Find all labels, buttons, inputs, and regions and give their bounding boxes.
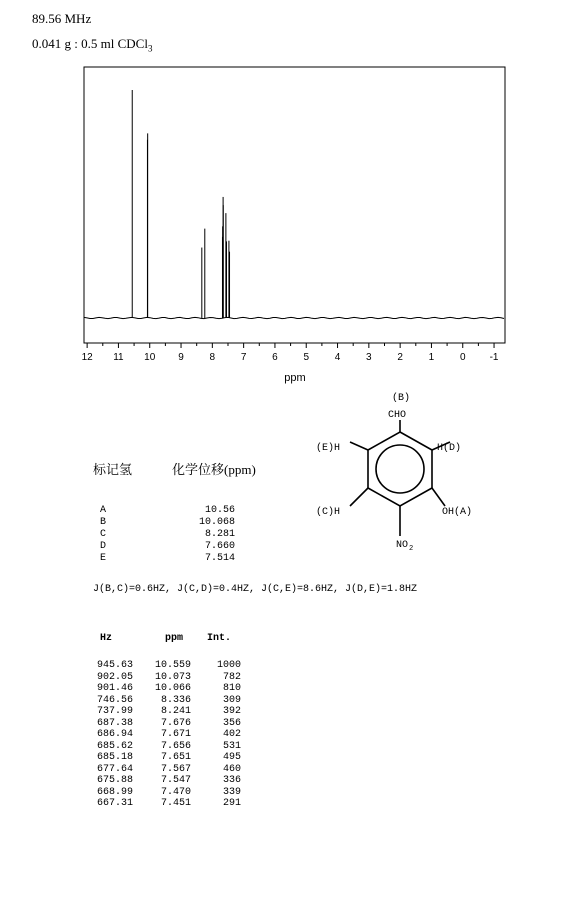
nmr-spectrum (0, 0, 570, 380)
x-tick-label: 3 (366, 352, 372, 363)
shift-row (100, 517, 235, 529)
peak-row (93, 706, 241, 718)
peak-row (93, 660, 241, 672)
bond-c (350, 488, 368, 506)
shift-row (100, 505, 235, 517)
peak-intensity: 339 (222, 786, 241, 798)
aromatic-circle (376, 445, 424, 493)
spectrum-peaks (132, 90, 229, 318)
x-tick-label: 11 (113, 352, 124, 363)
benzene-ring (368, 432, 432, 506)
x-tick-label: 10 (144, 352, 156, 363)
peak-hz: 677.64 (96, 763, 133, 775)
peak-ppm: 10.066 (154, 683, 191, 694)
peak-ppm: 10.073 (154, 671, 191, 683)
header-shift: 化学位移(ppm) (172, 462, 256, 477)
shift-row (100, 541, 235, 553)
x-tick-label: -1 (489, 352, 499, 363)
peak-hz: 685.18 (96, 752, 133, 763)
peak-header-hz: Hz (100, 633, 113, 644)
x-tick-label: 0 (459, 352, 466, 363)
shift-row (100, 529, 235, 541)
peak-hz: 686.94 (96, 729, 133, 740)
peak-hz: 668.99 (96, 786, 133, 798)
shift-value: 10.068 (198, 517, 235, 528)
x-tick-label: 8 (209, 352, 216, 363)
peak-hz: 901.46 (96, 683, 133, 694)
x-axis-label: ppm (284, 372, 306, 384)
bond-e (350, 442, 368, 450)
peak-intensity: 356 (222, 717, 241, 729)
peak-ppm: 7.651 (160, 752, 191, 763)
peak-ppm: 7.656 (160, 740, 191, 752)
shift-label: D (100, 541, 107, 552)
peak-row (93, 683, 241, 695)
peak-row (93, 775, 241, 787)
header-label: 标记氢 (93, 462, 133, 477)
peak-row (93, 787, 241, 799)
peak-intensity: 291 (222, 798, 241, 809)
peak-row (93, 764, 241, 776)
peak-intensity: 309 (222, 694, 241, 706)
peak-row (93, 729, 241, 741)
peak-hz: 737.99 (96, 706, 133, 717)
coupling-constants: J(B,C)=0.6HZ, J(C,D)=0.4HZ, J(C,E)=8.6HZ, J(D,E)=1.8HZ (93, 584, 418, 595)
peak-ppm: 7.451 (160, 798, 191, 809)
peak-header-ppm: ppm (164, 633, 183, 644)
shift-row (100, 553, 235, 565)
peak-row (93, 741, 241, 753)
peak-table (93, 660, 241, 810)
shift-value: 7.660 (204, 541, 235, 552)
peak-row (93, 798, 241, 810)
peak-intensity: 495 (222, 752, 241, 763)
shift-label: C (100, 529, 107, 540)
peak-table-header (93, 633, 231, 644)
shift-label: E (100, 553, 107, 564)
shift-value: 10.56 (204, 505, 235, 516)
peak-row (93, 718, 241, 730)
peak-hz: 667.31 (96, 798, 133, 809)
label-b: (B) (392, 393, 411, 404)
x-tick-label: 7 (240, 352, 247, 363)
shift-value: 8.281 (204, 529, 235, 540)
peak-row (93, 752, 241, 764)
peak-row (93, 695, 241, 707)
bond-oh (432, 488, 445, 506)
x-tick-label: 4 (334, 352, 341, 363)
peak-hz: 746.56 (96, 694, 133, 706)
x-tick-label: 6 (272, 352, 278, 363)
peak-intensity: 1000 (216, 660, 241, 671)
label-no2-sub: 2 (409, 545, 414, 553)
peak-hz: 685.62 (96, 740, 133, 752)
peak-hz: 945.63 (96, 660, 133, 671)
sample-text: 0.041 g : 0.5 ml CDCl (32, 36, 148, 51)
shift-label: A (100, 505, 107, 516)
peak-ppm: 8.336 (160, 694, 191, 706)
shift-value: 7.514 (204, 553, 235, 564)
peak-intensity: 810 (222, 683, 241, 694)
peak-header-int: Int. (206, 633, 231, 644)
spectrometer-frequency: 89.56 MHz (32, 11, 92, 26)
peak-ppm: 10.559 (154, 660, 191, 671)
peak-intensity: 460 (222, 763, 241, 775)
peak-hz: 675.88 (96, 775, 133, 786)
sample-subscript: 3 (147, 43, 153, 54)
shift-table (100, 505, 235, 565)
x-tick-label: 5 (303, 352, 310, 363)
peak-intensity: 402 (222, 729, 241, 740)
label-e-h: (E)H (316, 443, 341, 454)
x-tick-label: 2 (397, 352, 403, 363)
label-c-h: (C)H (316, 507, 341, 518)
label-oh-a: OH(A) (442, 507, 473, 518)
x-tick-label: 12 (81, 352, 93, 363)
peak-ppm: 8.241 (160, 706, 191, 717)
x-axis-ticks (82, 343, 499, 363)
peak-ppm: 7.547 (160, 775, 191, 786)
label-no2: NO (396, 540, 409, 551)
peak-ppm: 7.567 (160, 763, 191, 775)
shift-label: B (100, 517, 107, 528)
peak-intensity: 782 (222, 671, 241, 683)
peak-hz: 902.05 (96, 671, 133, 683)
peak-intensity: 531 (222, 740, 241, 752)
x-tick-label: 1 (428, 352, 435, 363)
peak-intensity: 336 (222, 775, 241, 786)
label-cho: CHO (388, 410, 407, 421)
peak-ppm: 7.676 (160, 717, 191, 729)
peak-row (93, 672, 241, 684)
peak-ppm: 7.671 (160, 729, 191, 740)
label-h-d: H(D) (437, 443, 462, 454)
chemical-structure (310, 388, 530, 558)
peak-hz: 687.38 (96, 717, 133, 729)
shift-table-header (93, 459, 256, 478)
peak-ppm: 7.470 (160, 786, 191, 798)
peak-intensity: 392 (222, 706, 241, 717)
x-tick-label: 9 (178, 352, 184, 363)
